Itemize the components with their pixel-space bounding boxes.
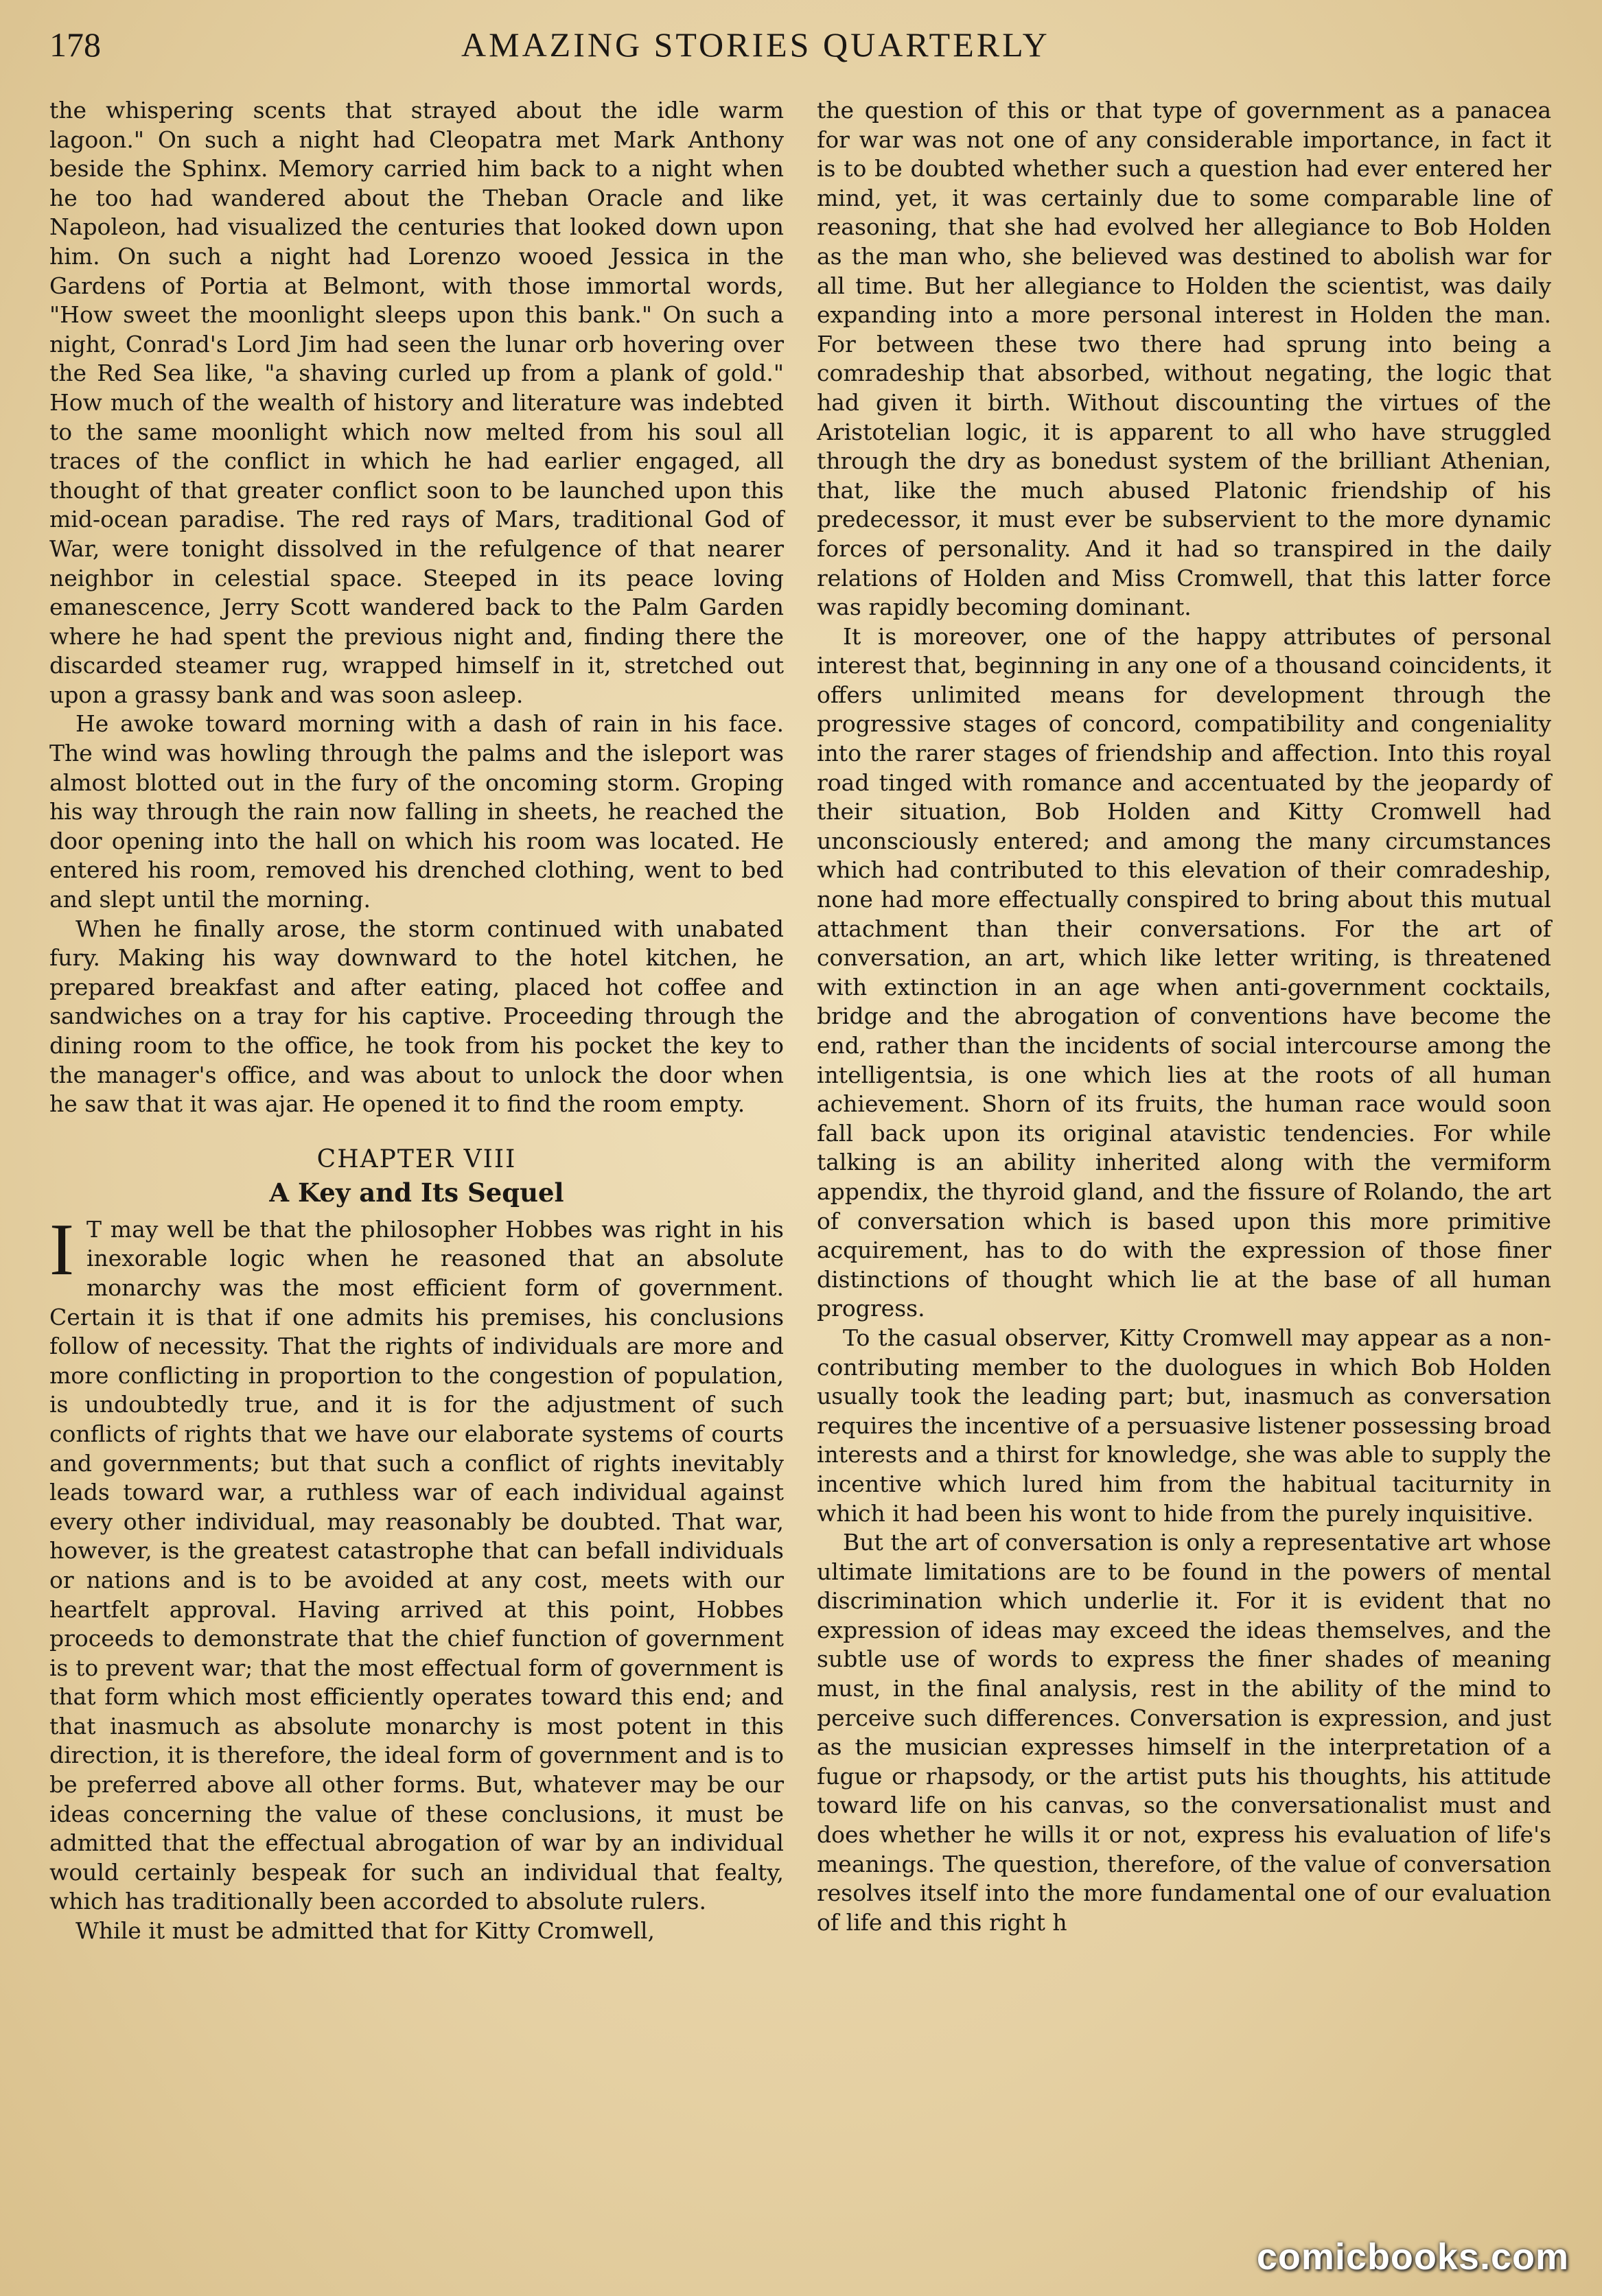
left-paragraph-5: While it must be admitted that for Kitty Cromwell, (76, 1917, 655, 1945)
right-paragraph-2: It is moreover, one of the happy attributes of personal interest that, beginning in any one of a thousand coincidents, it offers unlimited means for development through the progressive stages of concord, compatibility and congeniality into the rarer stages of friendship and affection. Into this royal road tinged with romance and accentuated by the jeopardy of their situation, Bob Holden and Kitty Cromwell had unconsciously entered; and among the many circumstances which had contributed to this elevation of their comradeship, none had more effectually conspired to bring about this mutual attachment than their conversations. For the art of conversation, an art, which like letter writing, is threatened with extinction in an age when anti-government cocktails, bridge and the abrogation of conventions have become the end, rather than the incidents of social intercourse among the intelligentsia, is one which lies at the roots of all human achievement. Shorn of its fruits, the human race would soon fall back upon its original atavistic tendencies. For while talking is an ability inherited along with the vermiform appendix, the thyroid gland, and the fissure of Rolando, the art of conversation which is based upon this more primitive acquirement, has to do with the expression of those finer distinctions of thought which lie at the base of all human progress. (817, 622, 1551, 1322)
drop-cap: I (49, 1208, 74, 1291)
left-paragraph-4-text: T may well be that the philosopher Hobbes was right in his inexorable logic when he reasoned that an absolute monarchy was the most efficient form of government. Certain it is that if one admits his premises, his conclusions follow of necessity. That the rights of individuals are more and more conflicting in proportion to the congestion of population, is undoubtedly true, and it is for the adjustment of such conflicts of rights that we have our elaborate systems of courts and governments; but that such a conflict of rights inevitably leads toward war, a ruthless war of each individual against every other individual, may reasonably be doubted. That war, however, is the greatest catastrophe that can befall individuals or nations and is to be avoided at any cost, meets with our heartfelt approval. Having arrived at this point, Hobbes proceeds to demonstrate that the chief function of government is to prevent war; that the most effectual form of government is that form which most efficiently operates toward this end; and that inasmuch as absolute monarchy is most potent in this direction, it is therefore, the ideal form of government and is to be preferred above all other forms. But, whatever may be our ideas concerning the value of these conclusions, it must be admitted that the effectual abrogation of war by an individual would certainly bespeak for such an individual that fealty, which has traditionally been accorded to absolute rulers. (49, 1215, 784, 1915)
right-paragraph-4: But the art of conversation is only a representative art whose ultimate limitations are to be found in the powers of mental discrimination which underlie it. For it is evident that no expression of ideas may exceed the ideas themselves, and the subtle use of words to express the finer shades of meaning must, in the final analysis, rest in the ability of the mind to perceive such differences. Conversation is expression, and just as the musician expresses himself in the interpretation of a fugue or rhapsody, or the artist puts his thoughts, his attitude toward life on his canvas, so the conversationalist must and does whether he wills it or not, express his evaluation of life's meanings. The question, therefore, of the value of conversation resolves itself into the more fundamental one of our evaluation of life and this right h (817, 1529, 1551, 1936)
left-paragraph-1: the whispering scents that strayed about the idle warm lagoon." On such a night had Cleopatra met Mark Anthony beside the Sphinx. Memory carried him back to a night when he too had wandered about the Theban Oracle and like Napoleon, had visualized the centuries that looked down upon him. On such a night had Lorenzo wooed Jessica in the Gardens of Portia at Belmont, with those immortal words, "How sweet the moonlight sleeps upon this bank." On such a night, Conrad's Lord Jim had seen the lunar orb hovering over the Red Sea like, "a shaving curled up from a plank of gold." How much of the wealth of history and literature was indebted to the same moonlight which now melted from his soul all traces of the conflict in which he had earlier engaged, all thought of that greater conflict soon to be launched upon this mid-ocean paradise. The red rays of Mars, traditional God of War, were tonight dissolved in the refulgence of that nearer neighbor in celestial space. Steeped in its peace loving emanescence, Jerry Scott wandered back to the Palm Garden where he had spent the previous night and, finding there the discarded steamer rug, wrapped himself in it, stretched out upon a grassy bank and was soon asleep. (49, 97, 784, 708)
left-column (49, 96, 784, 1946)
site-watermark: comicbooks.com (1256, 2236, 1569, 2277)
running-head: AMAZING STORIES QUARTERLY (461, 25, 1050, 64)
page-number: 178 (49, 25, 101, 64)
left-paragraph-4 (49, 1208, 784, 1917)
left-paragraph-3: When he finally arose, the storm continued with unabated fury. Making his way downward to the hotel kitchen, he prepared breakfast and after eating, placed hot coffee and sandwiches on a tray for his captive. Proceeding through the dining room to the office, he took from his pocket the key to the manager's office, and was about to unlock the door when he saw that it was ajar. He opened it to find the room empty. (49, 915, 784, 1118)
right-paragraph-3: To the casual observer, Kitty Cromwell may appear as a non-contributing member to the duologues in which Bob Holden usually took the leading part; but, inasmuch as conversation requires the incentive of a persuasive listener possessing broad interests and a thirst for knowledge, she was able to supply the incentive which lured him from the habitual taciturnity in which it had been his wont to hide from the purely inquisitive. (817, 1324, 1551, 1527)
chapter-title: A Key and Its Sequel (269, 1177, 564, 1208)
page-header (49, 19, 1559, 74)
chapter-number: CHAPTER VIII (316, 1145, 517, 1173)
left-paragraph-2: He awoke toward morning with a dash of rain in his face. The wind was howling through the palms and the isleport was almost blotted out in the fury of the oncoming storm. Groping his way through the rain now falling in sheets, he reached the door opening into the hall on which his room was located. He entered his room, removed his drenched clothing, went to bed and slept until the morning. (49, 710, 784, 913)
right-column (817, 96, 1551, 1937)
chapter-heading (49, 1144, 784, 1210)
right-paragraph-1: the question of this or that type of government as a panacea for war was not one of any considerable importance, in fact it is to be doubted whether such a question had ever entered her mind, yet, it was certainly due to some comparable line of reasoning, that she had evolved her allegiance to Bob Holden as the man who, she believed was destined to abolish war for all time. But her allegiance to Holden the scientist, was daily expanding into a more personal interest in Holden the man. For between these two there had sprung into being a comradeship that absorbed, without negating, the logic that had given it birth. Without discounting the virtues of the Aristotelian logic, it is apparent to all who have struggled through the dry as bonedust system of the brilliant Athenian, that, like the much abused Platonic friendship of his predecessor, it must ever be subservient to the more dynamic forces of personality. And it had so transpired in the daily relations of Holden and Miss Cromwell, that this latter force was rapidly becoming dominant. (817, 97, 1551, 621)
